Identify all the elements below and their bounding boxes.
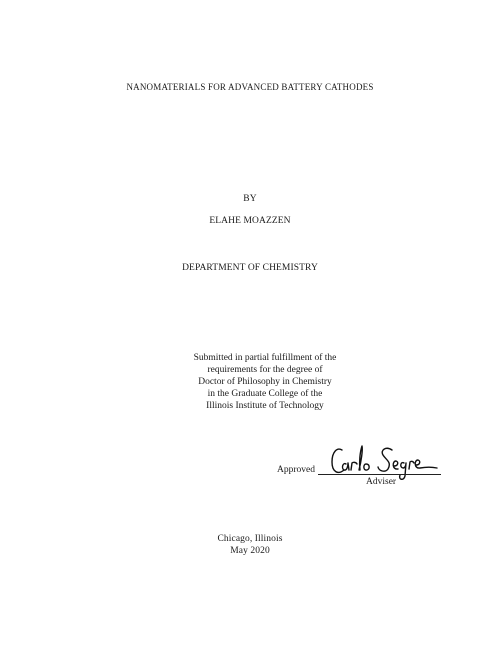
statement-line: in the Graduate College of the [207, 389, 323, 399]
signature-line [318, 474, 441, 475]
by-label: BY [243, 194, 257, 204]
statement-line: Submitted in partial fulfillment of the [193, 353, 337, 363]
approved-label: Approved [277, 465, 315, 475]
thesis-title: NANOMATERIALS FOR ADVANCED BATTERY CATHODES [126, 82, 374, 92]
location: Chicago, Illinois [217, 534, 283, 544]
degree-statement [0, 352, 500, 412]
statement-line: Doctor of Philosophy in Chemistry [198, 377, 332, 387]
statement-line: Illinois Institute of Technology [206, 401, 324, 411]
submission-date: May 2020 [230, 546, 270, 556]
author-name: ELAHE MOAZZEN [209, 216, 291, 226]
adviser-label: Adviser [366, 477, 397, 487]
department-name: DEPARTMENT OF CHEMISTRY [182, 263, 318, 273]
statement-line: requirements for the degree of [207, 365, 323, 375]
